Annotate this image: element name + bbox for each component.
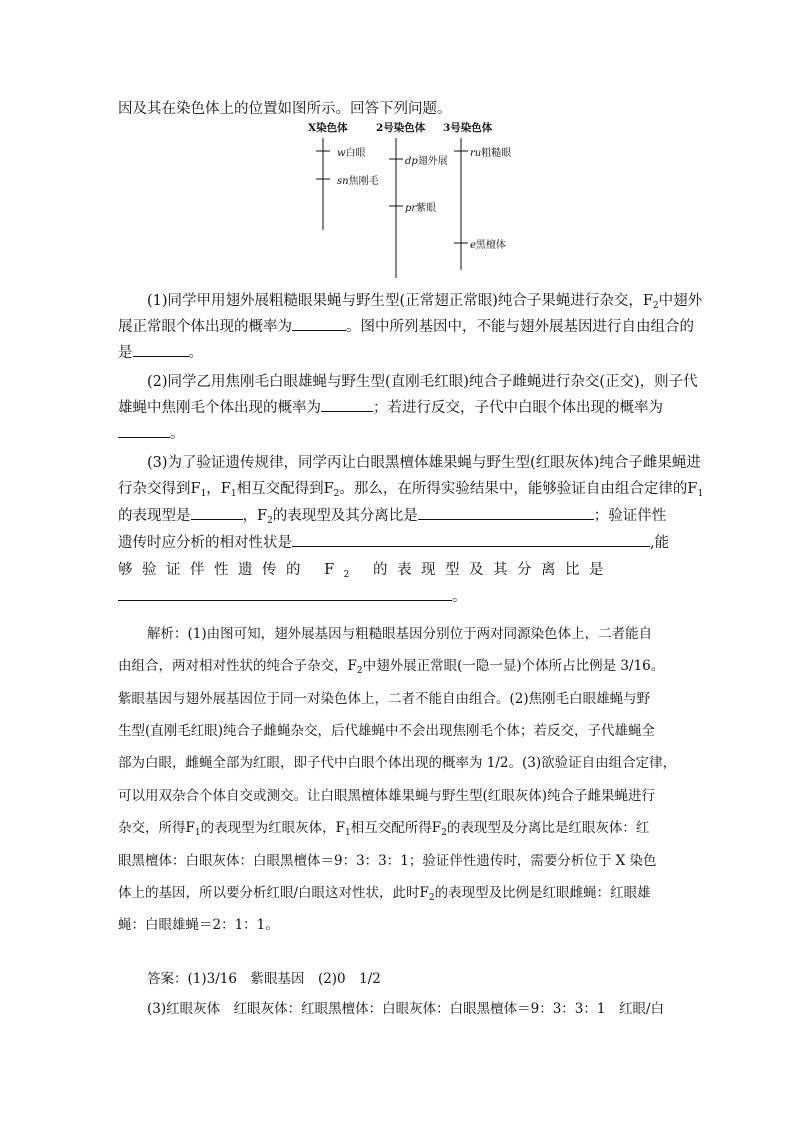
explanation-line: 杂交，所得$F_1$的表现型为红眼灰体，$F_1$相互交配所得$F_2$的表现型及分离比是红眼灰体：红 — [118, 820, 650, 838]
q2-line-2: 雄蝇中焦刚毛个体出现的概率为 ；若进行反交，子代中白眼个体出现的概率为 — [118, 397, 676, 419]
x-chromosome-label: X染色体 — [308, 122, 348, 134]
answer-blank[interactable] — [118, 423, 170, 438]
q2-line-3: 。 — [118, 423, 676, 445]
q1-line-2: 展正常眼个体出现的概率为 。图中所列基因中，不能与翅外展基因进行自由组合的 — [118, 316, 676, 338]
explanation-line: 体上的基因，所以要分析红眼/白眼这对性状，此时$F_2$的表现型及比例是红眼雌蝇：红眼雄 — [118, 885, 651, 903]
q3-line-4: 遗传时应分析的相对性状是 ,能 — [118, 532, 676, 554]
answer-blank[interactable] — [133, 342, 189, 357]
explanation-line: 生型(直刚毛红眼)纯合子雌蝇杂交，后代雄蝇中不会出现焦刚毛个体；若反交，子代雄蝇全 — [118, 723, 656, 739]
explanation-line: 眼黑檀体：白眼灰体：白眼黑檀体＝9：3：3：1；验证伴性遗传时，需要分析位于 X 染色 — [118, 853, 657, 869]
chromosome-2-label: 2号染色体 — [376, 122, 426, 134]
q3-line-2: 行杂交得到$F_1$，$F_1$相互交配得到$F_2$。那么，在所得实验结果中，能够验证自由组合定律的$F_1$ — [118, 481, 704, 499]
q3-line-3: 的表现型是 ，$F_2$的表现型及其分离比是 ；验证伴性 — [118, 505, 676, 532]
answer-blank[interactable] — [292, 316, 346, 331]
explanation-line: 部为白眼，雌蝇全部为红眼，即子代中白眼个体出现的概率为 1/2。(3)欲验证自由组合定律， — [118, 755, 677, 771]
q3-line-1: (3)为了验证遗传规律，同学丙让白眼黑檀体雄果蝇与野生型(红眼灰体)纯合子雌果蝇进 — [147, 455, 701, 471]
answer-blank[interactable] — [321, 397, 373, 412]
chromosome-diagram — [300, 118, 540, 283]
gene-e: e黑檀体 — [470, 240, 506, 251]
explanation-line: 解析：(1)由图可知，翅外展基因与粗糙眼基因分别位于两对同源染色体上，二者能自 — [147, 626, 653, 642]
gene-w: w白眼 — [337, 148, 366, 159]
answer-blank[interactable] — [118, 586, 452, 601]
answer-blank[interactable] — [292, 532, 650, 547]
intro-text: 因及其在染色体上的位置如图所示。回答下列问题。 — [118, 101, 452, 117]
answer-blank[interactable] — [191, 505, 243, 520]
gene-dp: dp翅外展 — [405, 156, 448, 167]
q1-line-1: (1)同学甲用翅外展粗糙眼果蝇与野生型(正常翅正常眼)纯合子果蝇进行杂交，$F_2$中翅外 — [147, 293, 703, 311]
explanation-line: 由组合，两对相对性状的纯合子杂交，$F_2$中翅外展正常眼(一隐一显)个体所占比例是 3/16。 — [118, 658, 665, 676]
chromosome-3-label: 3号染色体 — [443, 122, 493, 134]
gene-sn: sn焦刚毛 — [337, 176, 379, 187]
q3-line-5: 够验证伴性遗传的 $F_2$ 的表现型及其分离比是 — [118, 562, 614, 580]
answer-blank[interactable] — [418, 505, 594, 520]
q3-line-6: 。 — [118, 586, 676, 608]
answer-line-2: (3)红眼灰体 红眼灰体：红眼黑檀体：白眼灰体：白眼黑檀体＝9：3：3：1 红眼/白 — [147, 1001, 665, 1017]
q2-line-1: (2)同学乙用焦刚毛白眼雄蝇与野生型(直刚毛红眼)纯合子雌蝇进行杂交(正交)，则子代 — [147, 374, 698, 390]
gene-ru: ru粗糙眼 — [470, 148, 512, 159]
gene-pr: pr紫眼 — [405, 203, 437, 214]
answer-line-1: 答案：(1)3/16 紫眼基因 (2)0 1/2 — [147, 971, 381, 987]
q1-line-3: 是 。 — [118, 342, 676, 364]
explanation-line: 可以用双杂合个体自交或测交。让白眼黑檀体雄果蝇与野生型(红眼灰体)纯合子雌果蝇进行 — [118, 788, 656, 804]
explanation-line: 紫眼基因与翅外展基因位于同一对染色体上，二者不能自由组合。(2)焦刚毛白眼雄蝇与野 — [118, 691, 651, 707]
explanation-line: 蝇：白眼雄蝇＝2：1：1。 — [118, 917, 279, 933]
